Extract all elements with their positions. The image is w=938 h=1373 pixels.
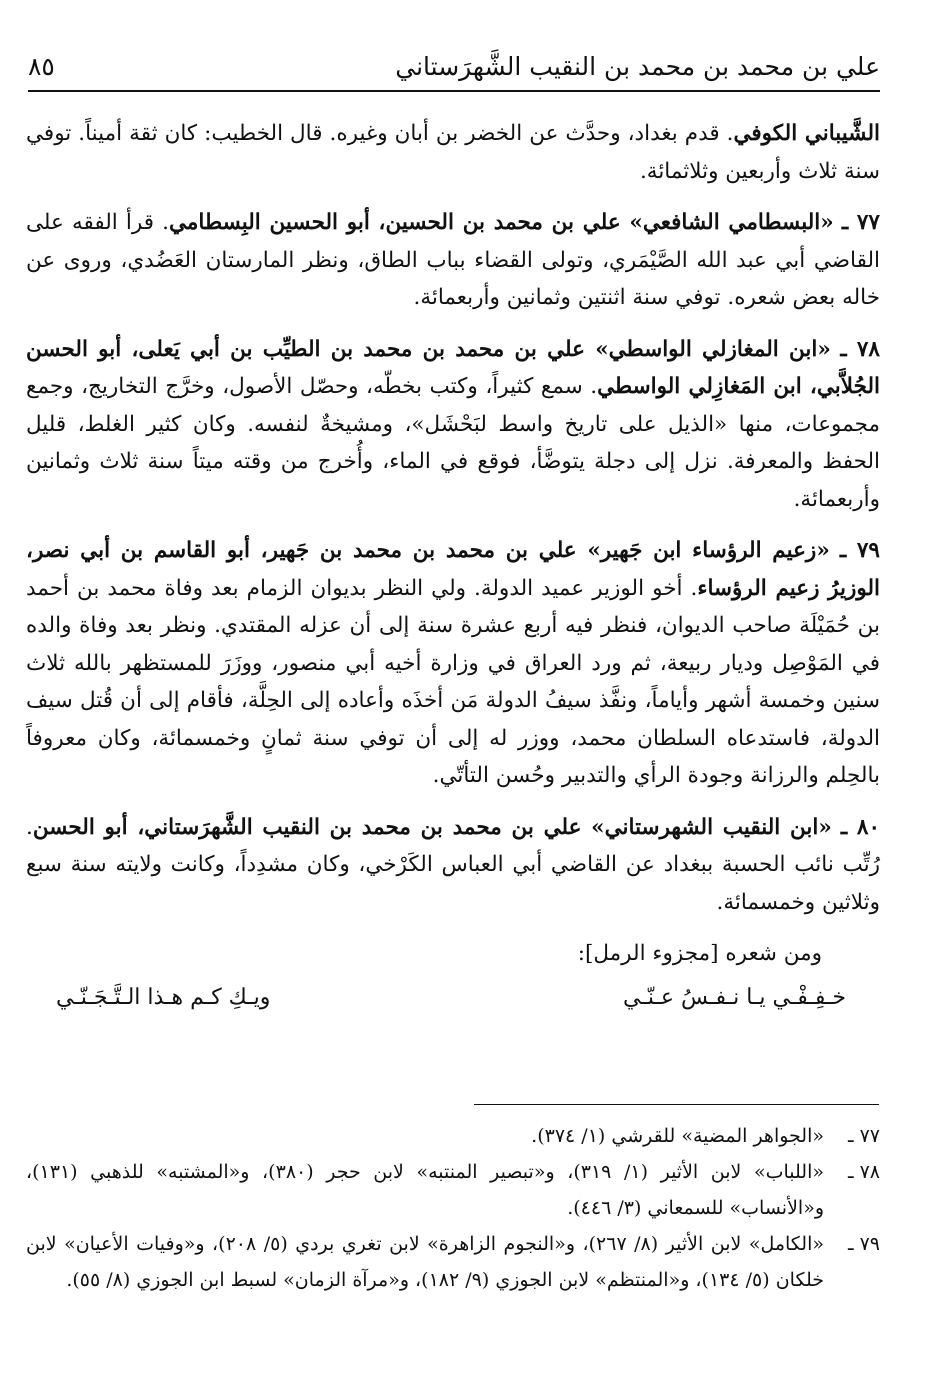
footnote-number: ٧٨ ـ <box>847 1161 880 1183</box>
entry-77 <box>26 204 880 317</box>
entry-number: ٧٧ ـ <box>841 210 880 235</box>
entry-number: ٨٠ ـ <box>840 814 880 840</box>
footnote-79 <box>26 1226 880 1298</box>
running-header <box>28 44 880 92</box>
entry-number: ٧٨ ـ <box>840 336 880 362</box>
poem-verse <box>26 979 880 1017</box>
poem-intro: ومن شعره [مجزوء الرمل]: <box>577 941 822 966</box>
entry-text: . أخو الوزير عميد الدولة. ولي النظر بديوان الزمام بعد وفاة محمد بن أحمد بن حُمَيْلَة صاحب الديوان، فنظر فيه أربع عشرة سنة إلى أن عزله المقتدي. ونظر بعد وفاة والده في المَوْصِل وديار ربيعة، ثم ورد العراق في وزارة أخيه أبي منصور، ووزَرَ للمستظهر بالله ثلاث سنين وخمسة أشهر وأياماً، ونفَّذ سيفُ الدولة مَن أخذَه وأعاده إلى الحِلَّة، فأقام إلى أن قُتل سيف الدولة، فاستدعاه السلطان محمد، ووزر له إلى أن توفي سنة ثمانٍ وخمسمائة، وكان معروفاً بالحِلم والرزانة وجودة الرأي والتدبير وحُسن التأتّي. <box>26 575 880 788</box>
footnote-text: «الكامل» لابن الأثير (٨/ ٢٦٧)، و«النجوم الزاهرة» لابن تغري بردي (٥/ ٢٠٨)، و«وفيات الأعيان» لابن خلكان (٥/ ١٣٤)، و«المنتظم» لابن الجوزي (٩/ ١٨٢)، و«مرآة الزمان» لسبط ابن الجوزي (٨/ ٥٥). <box>26 1233 824 1291</box>
entry-76-continuation <box>26 115 880 190</box>
entry-bold: «البسطامي الشافعي» علي بن محمد بن الحسين، أبو الحسين البِسطامي <box>168 210 834 235</box>
footnote-separator <box>474 1104 879 1105</box>
entry-bold: «ابن المغازلي الواسطي» علي بن محمد بن محمد بن الطيِّب بن أبي يَعلى، أبو الحسن الجُلاَّبي، ابن المَغازِلي الواسطي <box>26 336 880 399</box>
page-number: ٨٥ <box>28 52 55 81</box>
main-text <box>26 115 880 1016</box>
entry-text: . رُتِّب نائب الحسبة ببغداد عن القاضي أبي العباس الكَرْخي، وكان مشدِداً، وكانت ولايته سنة سبع وثلاثين وخمسمائة. <box>26 814 880 915</box>
entry-text: . سمع كثيراً، وكتب بخطّه، وحصّل الأصول، وخرَّج التخاريج، وجمع مجموعات، منها «الذيل على تاريخ واسط لبَحْشَل»، ومشيخةٌ لنفسه. وكان كثير الغلط، قليل الحفظ والمعرفة. نزل إلى دجلة يتوضَّأ، فوقع في الماء، وأُخرج من وقته ميتاً سنة ثلاث وثمانين وأربعمائة. <box>26 374 880 512</box>
footnote-text: «الجواهر المضية» للقرشي (١/ ٣٧٤). <box>531 1125 824 1147</box>
running-title: علي بن محمد بن محمد بن النقيب الشَّهرَستاني <box>395 52 880 81</box>
entry-79 <box>26 532 880 795</box>
entry-text: . قرأ الفقه على القاضي أبي عبد الله الصَّيْمَري، وتولى القضاء بباب الطاق، ونظر المارستان العَضُدي، وروى عن خاله بعض شعره. توفي سنة اثنتين وثمانين وأربعمائة. <box>26 210 880 310</box>
poem-hemistich-second: ويـكِ كـم هـذا الـتَّـجَـنّـي <box>56 984 271 1010</box>
footnote-number: ٧٧ ـ <box>847 1125 880 1147</box>
footnote-number: ٧٩ ـ <box>847 1233 880 1255</box>
entry-bold: «ابن النقيب الشهرستاني» علي بن محمد بن محمد بن النقيب الشَّهرَستاني، أبو الحسن <box>32 814 832 840</box>
entry-text: . قدم بغداد، وحدَّث عن الخضر بن أبان وغيره. قال الخطيب: كان ثقة أميناً. توفي سنة ثلاث وأربعين وثلاثمائة. <box>26 121 880 184</box>
footnote-77 <box>26 1118 880 1154</box>
entry-bold: «زعيم الرؤساء ابن جَهير» علي بن محمد بن محمد بن جَهير، أبو القاسم بن أبي نصر، الوزيرُ زعيم الرؤساء <box>26 538 880 601</box>
entry-number: ٧٩ ـ <box>839 538 880 563</box>
entry-bold: الشَّيباني الكوفي <box>733 121 880 146</box>
footnote-78 <box>26 1154 880 1226</box>
footnote-text: «اللباب» لابن الأثير (١/ ٣١٩)، و«تبصير المنتبه» لابن حجر (٣٨٠)، و«المشتبه» للذهبي (١٣١)، و«الأنساب» للسمعاني (٣/ ٤٤٦). <box>26 1161 824 1219</box>
poem-hemistich-first: خـفِـفْـي يـا نـفـسُ عـنّـي <box>623 984 846 1010</box>
footnotes <box>26 1118 880 1298</box>
entry-80 <box>26 809 880 922</box>
entry-78 <box>26 331 880 519</box>
